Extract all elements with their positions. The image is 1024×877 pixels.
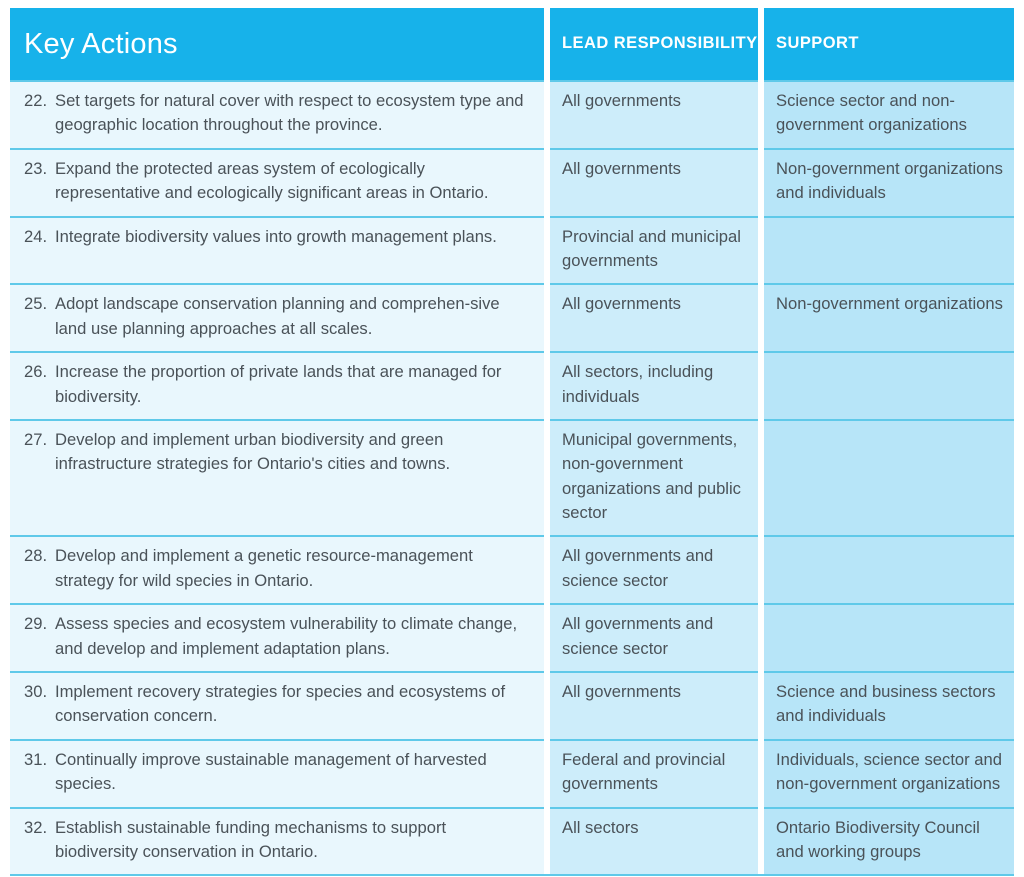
support-cell: Science sector and non-government organizations (764, 80, 1014, 148)
table-row (10, 807, 1014, 875)
key-actions-table (10, 8, 1014, 876)
table-row (10, 351, 1014, 419)
support-cell (764, 216, 1014, 284)
action-number: 32. (24, 817, 48, 837)
action-cell (10, 739, 544, 807)
action-text: Integrate biodiversity values into growth management plans. (55, 226, 497, 246)
support-cell (764, 603, 1014, 671)
column-header-key-actions-label: Key Actions (24, 27, 178, 60)
lead-responsibility-cell: All governments (550, 80, 758, 148)
table-row (10, 283, 1014, 351)
column-header-lead-responsibility (550, 8, 758, 80)
lead-responsibility-cell: All governments (550, 283, 758, 351)
lead-responsibility-cell: Federal and provincial governments (550, 739, 758, 807)
action-cell (10, 671, 544, 739)
action-number: 23. (24, 158, 48, 178)
action-number: 27. (24, 429, 48, 449)
table-row (10, 739, 1014, 807)
action-number: 25. (24, 294, 48, 314)
lead-responsibility-cell: All sectors (550, 807, 758, 875)
action-text: Develop and implement urban biodiversity and green infrastructure strategies for Ontario's cities and towns. (55, 429, 451, 474)
lead-responsibility-cell: All governments (550, 671, 758, 739)
action-number: 26. (24, 362, 48, 382)
table-row (10, 603, 1014, 671)
action-cell (10, 283, 544, 351)
table-row (10, 419, 1014, 536)
lead-responsibility-cell: Municipal governments, non-government organizations and public sector (550, 419, 758, 536)
column-header-lead-responsibility-label: LEAD RESPONSIBILITY (562, 34, 758, 53)
column-header-support-label: SUPPORT (776, 34, 859, 53)
action-text: Adopt landscape conservation planning and comprehen-sive land use planning approaches at all scales. (55, 294, 500, 338)
action-cell (10, 351, 544, 419)
action-text: Increase the proportion of private lands that are managed for biodiversity. (55, 362, 502, 406)
support-cell (764, 419, 1014, 536)
table-row (10, 535, 1014, 603)
column-header-key-actions (10, 8, 544, 80)
column-header-support (764, 8, 1014, 80)
action-cell (10, 807, 544, 875)
action-text: Set targets for natural cover with respect to ecosystem type and geographic location throughout the province. (55, 91, 524, 135)
table-bottom-border (10, 874, 1014, 876)
support-cell: Ontario Biodiversity Council and working groups (764, 807, 1014, 875)
table-body (10, 80, 1014, 874)
action-number: 31. (24, 749, 48, 769)
action-text: Develop and implement a genetic resource-management strategy for wild species in Ontario. (55, 546, 473, 590)
action-text: Implement recovery strategies for species and ecosystems of conservation concern. (55, 682, 506, 726)
support-cell (764, 535, 1014, 603)
action-cell (10, 216, 544, 284)
lead-responsibility-cell: All governments and science sector (550, 535, 758, 603)
support-cell: Non-government organizations (764, 283, 1014, 351)
action-text: Assess species and ecosystem vulnerability to climate change, and develop and implement adaptation plans. (55, 614, 518, 658)
action-cell (10, 419, 544, 536)
support-cell: Individuals, science sector and non-government organizations (764, 739, 1014, 807)
lead-responsibility-cell: All governments and science sector (550, 603, 758, 671)
action-text: Establish sustainable funding mechanisms to support biodiversity conservation in Ontario. (55, 817, 447, 861)
table-row (10, 148, 1014, 216)
action-cell (10, 603, 544, 671)
lead-responsibility-cell: All governments (550, 148, 758, 216)
table-row (10, 80, 1014, 148)
action-number: 22. (24, 91, 48, 110)
action-cell (10, 80, 544, 148)
action-cell (10, 535, 544, 603)
action-number: 30. (24, 682, 48, 702)
support-cell: Science and business sectors and individuals (764, 671, 1014, 739)
action-text: Expand the protected areas system of ecologically representative and ecologically significant areas in Ontario. (55, 158, 489, 203)
lead-responsibility-cell: Provincial and municipal governments (550, 216, 758, 284)
action-number: 24. (24, 226, 48, 246)
action-number: 29. (24, 614, 48, 634)
table-header-row (10, 8, 1014, 80)
action-text: Continually improve sustainable management of harvested species. (55, 749, 487, 794)
table-row (10, 216, 1014, 284)
support-cell (764, 351, 1014, 419)
table-row (10, 671, 1014, 739)
action-cell (10, 148, 544, 216)
support-cell: Non-government organizations and individuals (764, 148, 1014, 216)
action-number: 28. (24, 546, 48, 566)
lead-responsibility-cell: All sectors, including individuals (550, 351, 758, 419)
